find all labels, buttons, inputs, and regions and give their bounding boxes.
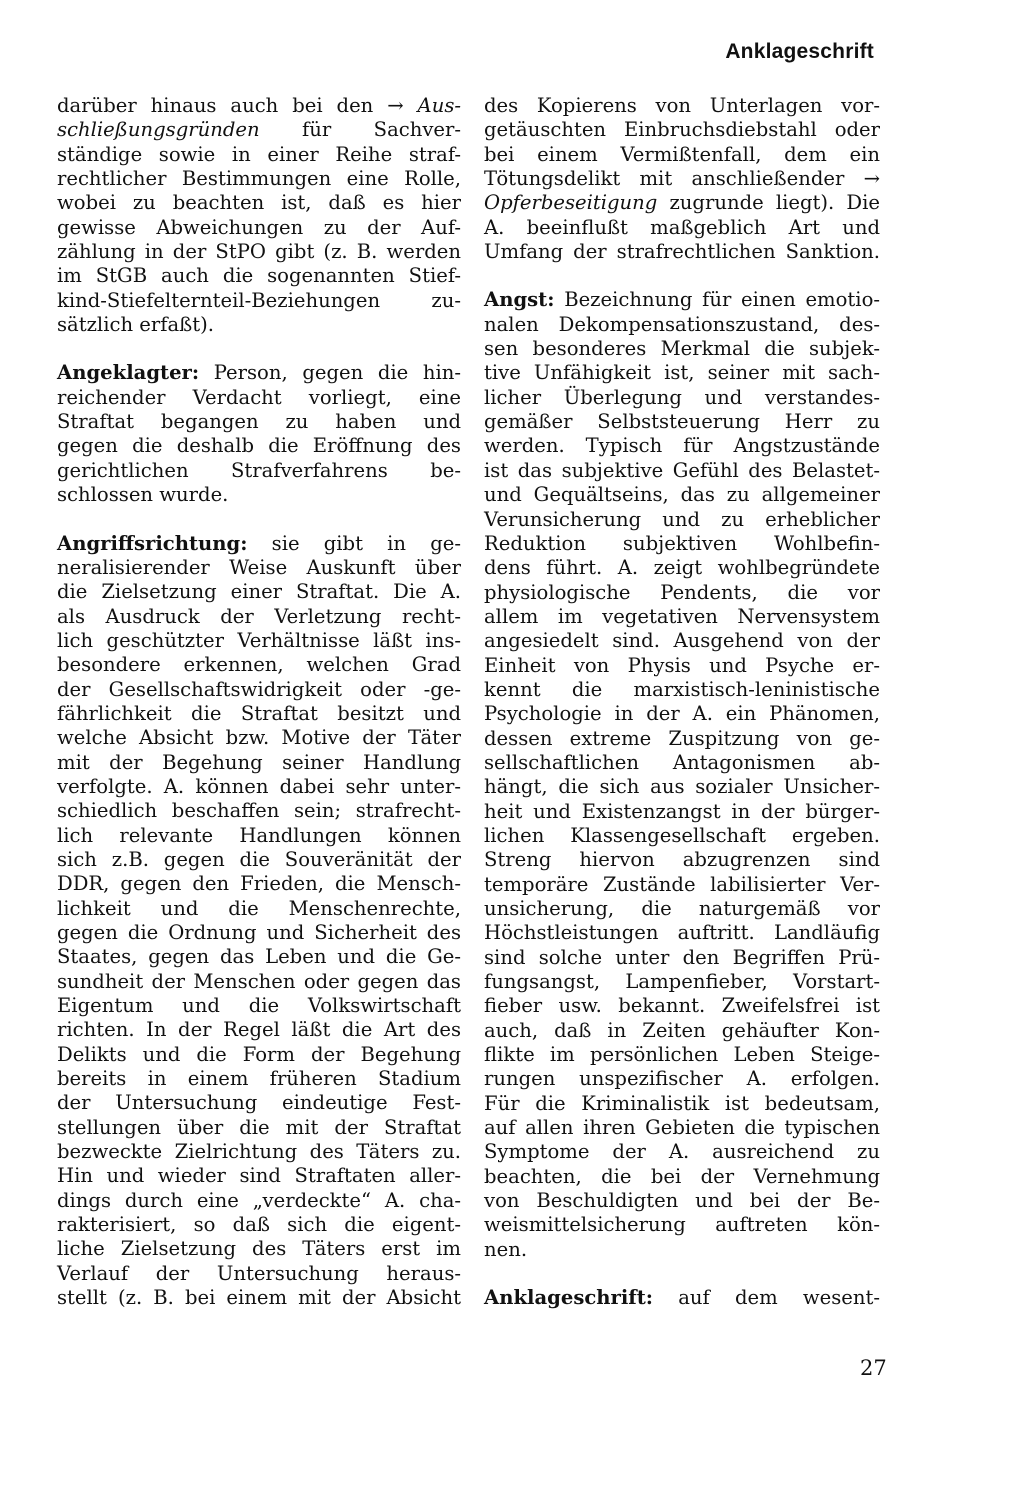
text-line: DDR, gegen den Frieden, die Mensch- xyxy=(57,872,461,896)
cross-reference: schließungsgründen xyxy=(57,118,260,142)
text-line: flikte im persönlichen Leben Steige- xyxy=(484,1043,880,1067)
text-line: die Zielsetzung einer Straftat. Die A. xyxy=(57,580,461,604)
text-segment: darüber hinaus auch bei den → xyxy=(57,94,418,117)
text-line xyxy=(484,288,880,312)
text-line: Straftat begangen zu haben und xyxy=(57,410,461,434)
text-line: Eigentum und die Volkswirtschaft xyxy=(57,994,461,1018)
text-line: beachten, die bei der Vernehmung xyxy=(484,1164,880,1188)
text-line: Delikts und die Form der Begehung xyxy=(57,1042,461,1066)
text-segment: für Sachver- xyxy=(259,118,461,142)
text-line: ständige sowie in einer Reihe straf- xyxy=(57,142,461,166)
text-line: rungen unspezifischer A. erfolgen. xyxy=(484,1067,880,1091)
text-line: Einheit von Physis und Psyche er- xyxy=(484,653,880,677)
text-line: stellungen über die mit der Straftat xyxy=(57,1115,461,1139)
text-line: kind-Stiefelternteil-Beziehungen zu- xyxy=(57,288,461,312)
text-line: Verunsicherung und zu erheblicher xyxy=(484,507,880,531)
text-line: Hin und wieder sind Straftaten aller- xyxy=(57,1164,461,1188)
text-line: schiedlich beschaffen sein; strafrecht- xyxy=(57,799,461,823)
text-line: auf allen ihren Gebieten die typischen xyxy=(484,1116,880,1140)
text-line xyxy=(57,118,461,142)
text-line: Für die Kriminalistik ist bedeutsam, xyxy=(484,1091,880,1115)
text-line: weismittelsicherung auftreten kön- xyxy=(484,1213,880,1237)
text-line: fieber usw. bekannt. Zweifelsfrei ist xyxy=(484,994,880,1018)
text-line: welche Absicht bzw. Motive der Täter xyxy=(57,726,461,750)
text-line: bezweckte Zielrichtung des Täters zu. xyxy=(57,1140,461,1164)
right-column xyxy=(484,94,880,1335)
running-header: Anklageschrift xyxy=(725,40,874,63)
text-line: nalen Dekompensationszustand, des- xyxy=(484,312,880,336)
text-line: heit und Existenzangst in der bürger- xyxy=(484,799,880,823)
text-line: nen. xyxy=(484,1237,528,1261)
page-number: 27 xyxy=(860,1356,887,1380)
text-line: im StGB auch die sogenannten Stief- xyxy=(57,264,461,288)
text-line: Verlauf der Untersuchung heraus- xyxy=(57,1261,461,1285)
text-line: lichkeit und die Menschenrechte, xyxy=(57,896,461,920)
text-line: Symptome der A. ausreichend zu xyxy=(484,1140,880,1164)
text-line: als Ausdruck der Verletzung recht- xyxy=(57,604,461,628)
text-line: dings durch eine „verdeckte“ A. cha- xyxy=(57,1188,461,1212)
text-line: gerichtlichen Strafverfahrens be- xyxy=(57,458,461,482)
text-line: gemäßer Selbststeuerung Herr zu xyxy=(484,410,880,434)
paragraph-continuation xyxy=(57,94,461,337)
text-segment: zugrunde liegt). Die xyxy=(657,191,880,215)
entry-angeklagter xyxy=(57,361,461,507)
text-line: unsicherung, die naturgemäß vor xyxy=(484,897,880,920)
text-line: physiologische Pendents, die vor xyxy=(484,580,880,604)
text-line: sind solche unter den Begriffen Prü- xyxy=(484,945,880,969)
text-line: sätzlich erfaßt). xyxy=(57,313,215,337)
text-line: licher Überlegung und verstandes- xyxy=(484,385,880,409)
text-line: bei einem Vermißtenfall, dem ein xyxy=(484,142,880,166)
text-segment: Bezeichnung für einen emotio- xyxy=(554,288,880,312)
paragraph-continuation xyxy=(484,94,880,264)
text-line: richten. In der Regel läßt die Art des xyxy=(57,1018,461,1042)
text-line: angesiedelt sind. Ausgehend von der xyxy=(484,629,880,653)
text-line: lichen Klassengesellschaft ergeben. xyxy=(484,823,880,847)
text-line: A. beeinflußt maßgeblich Art und xyxy=(484,215,880,239)
text-line: wobei zu beachten ist, daß es hier xyxy=(57,191,461,215)
text-line xyxy=(57,532,461,556)
text-line: fährlichkeit die Straftat besitzt und xyxy=(57,701,461,725)
entry-anklageschrift xyxy=(484,1286,880,1310)
text-line: des Kopierens von Unterlagen vor- xyxy=(484,94,880,117)
text-line: sich z.B. gegen die Souveränität der xyxy=(57,847,461,871)
text-line: der Untersuchung eindeutige Fest- xyxy=(57,1091,461,1115)
text-line: zählung in der StPO gibt (z. B. werden xyxy=(57,240,461,264)
text-line: schlossen wurde. xyxy=(57,483,229,507)
left-column xyxy=(57,94,461,1335)
text-line: rechtlicher Bestimmungen eine Rolle, xyxy=(57,167,461,191)
text-line: neralisierender Weise Auskunft über xyxy=(57,555,461,579)
text-line: von Beschuldigten und bei der Be- xyxy=(484,1189,880,1213)
entry-term: Angriffsrichtung: xyxy=(57,531,248,555)
text-line: lich relevante Handlungen können xyxy=(57,823,461,847)
text-line: kennt die marxistisch-leninistische xyxy=(484,677,880,701)
text-line: gewisse Abweichungen zu der Auf- xyxy=(57,215,461,239)
text-line: der Gesellschaftswidrigkeit oder -ge- xyxy=(57,677,461,701)
entry-angriffsrichtung xyxy=(57,532,461,1311)
text-line: allem im vegetativen Nervensystem xyxy=(484,604,880,628)
text-line: tive Unfähigkeit ist, seiner mit sach- xyxy=(484,361,880,385)
text-line: fungsangst, Lampenfieber, Vorstart- xyxy=(484,970,880,994)
text-line xyxy=(484,1286,880,1310)
text-line: auch, daß in Zeiten gehäufter Kon- xyxy=(484,1018,880,1042)
text-line: bereits in einem früheren Stadium xyxy=(57,1067,461,1091)
text-line: sen besonderes Merkmal die subjek- xyxy=(484,337,880,361)
text-line: liche Zielsetzung des Täters erst im xyxy=(57,1237,461,1261)
text-segment: Person, gegen die hin- xyxy=(199,361,461,385)
text-line: lich geschützter Verhältnisse läßt ins- xyxy=(57,628,461,652)
text-line: ist das subjektive Gefühl des Belastet- xyxy=(484,458,880,482)
text-line: dens führt. A. zeigt wohlbegründete xyxy=(484,556,880,580)
text-line: besondere erkennen, welchen Grad xyxy=(57,653,461,677)
text-line: Höchstleistungen auftritt. Landläufig xyxy=(484,921,880,945)
text-line: und Gequältseins, das zu allgemeiner xyxy=(484,483,880,507)
text-line: temporäre Zustände labilisierter Ver- xyxy=(484,872,880,896)
text-line: mit der Begehung seiner Handlung xyxy=(57,750,461,774)
text-line xyxy=(57,361,461,385)
text-line: sellschaftlichen Antagonismen ab- xyxy=(484,750,880,774)
entry-angst xyxy=(484,288,880,1262)
text-line: stellt (z. B. bei einem mit der Absicht xyxy=(57,1286,461,1310)
text-line: gegen die deshalb die Eröffnung des xyxy=(57,434,461,458)
text-line: hängt, die sich aus sozialer Unsicher- xyxy=(484,775,880,799)
entry-term: Angst: xyxy=(484,288,555,312)
text-line: verfolgte. A. können dabei sehr unter- xyxy=(57,774,461,798)
text-segment: sie gibt in ge- xyxy=(247,531,461,555)
text-line: Umfang der strafrechtlichen Sanktion. xyxy=(484,240,880,264)
text-line: getäuschten Einbruchsdiebstahl oder xyxy=(484,118,880,142)
text-line: Streng hiervon abzugrenzen sind xyxy=(484,848,880,872)
text-line: gegen die Ordnung und Sicherheit des xyxy=(57,921,461,944)
text-line: Psychologie in der A. ein Phänomen, xyxy=(484,702,880,726)
entry-term: Angeklagter: xyxy=(57,361,200,385)
text-line: sundheit der Menschen oder gegen das xyxy=(57,969,461,993)
text-line xyxy=(57,94,461,118)
text-line: Staates, gegen das Leben und die Ge- xyxy=(57,945,461,969)
text-line: rakterisiert, so daß sich die eigent- xyxy=(57,1213,461,1237)
cross-reference: Opferbeseitigung xyxy=(484,191,658,215)
cross-reference: Aus- xyxy=(417,94,461,117)
text-line: Reduktion subjektiven Wohlbefin- xyxy=(484,531,880,555)
text-line: dessen extreme Zuspitzung von ge- xyxy=(484,726,880,750)
text-line: Tötungsdelikt mit anschließender → xyxy=(484,167,880,191)
text-line: reichender Verdacht vorliegt, eine xyxy=(57,385,461,409)
text-line xyxy=(484,191,880,215)
text-segment: auf dem wesent- xyxy=(653,1286,880,1310)
entry-term: Anklageschrift: xyxy=(484,1286,654,1310)
text-line: werden. Typisch für Angstzustände xyxy=(484,434,880,458)
